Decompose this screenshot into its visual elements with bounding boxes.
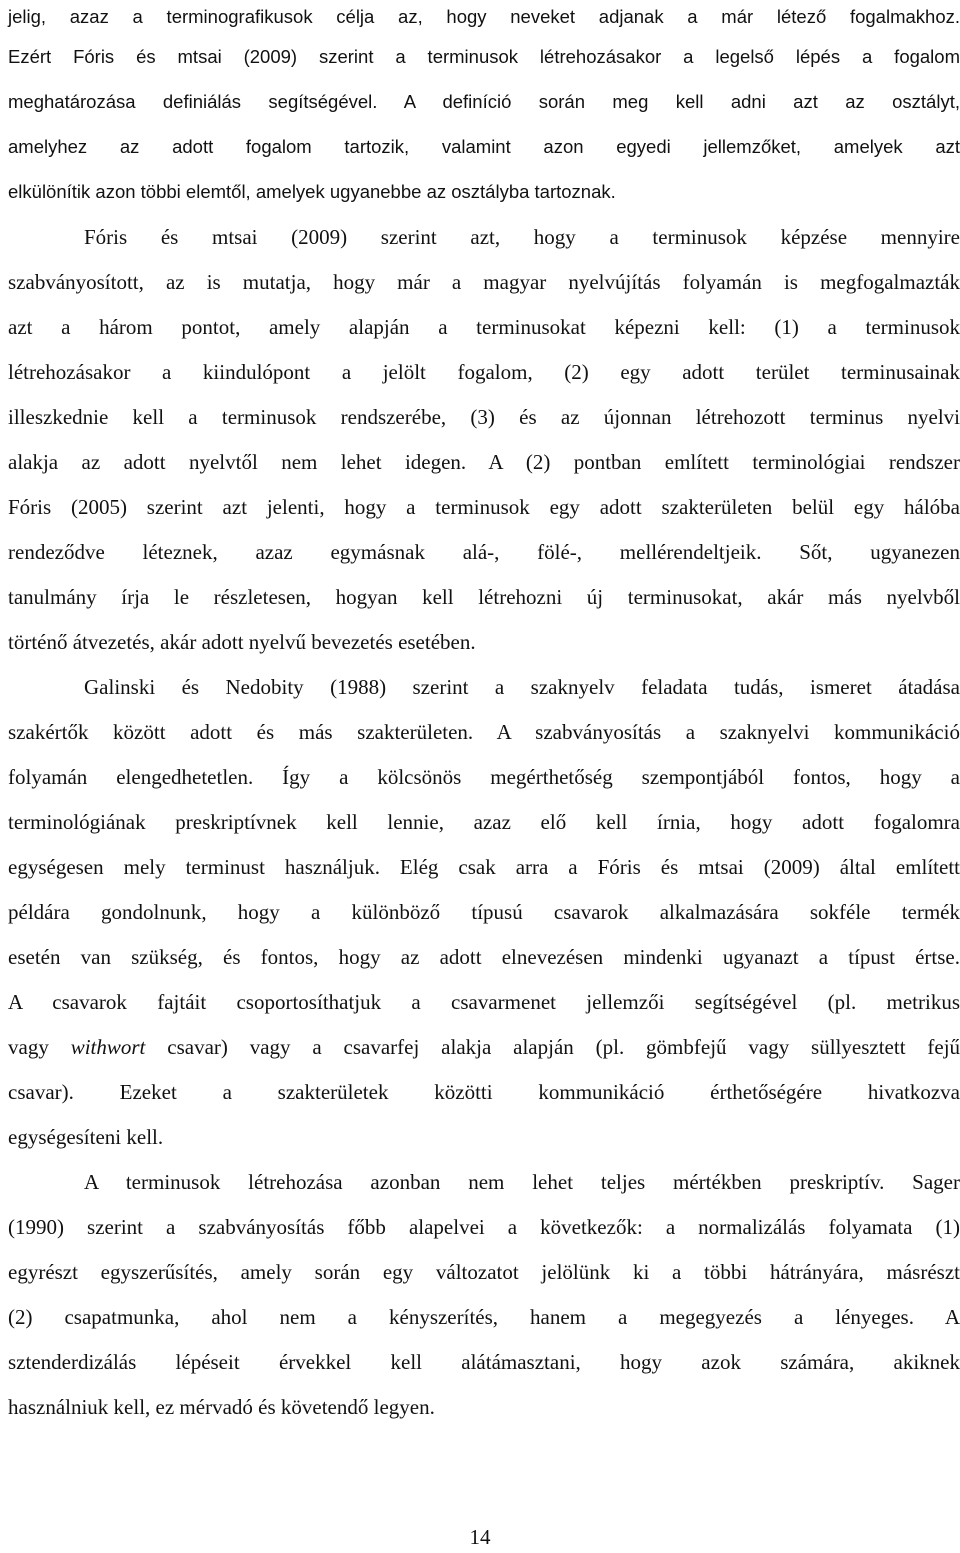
text-line: létrehozásakor a kiindulópont a jelölt fogalom, (2) egy adott terület terminusainak [8,360,960,384]
text-line: (1990) szerint a szabványosítás főbb alapelvei a következők: a normalizálás folyamata (1) [8,1215,960,1239]
text-line: tanulmány írja le részletesen, hogyan kell létrehozni új terminusokat, akár más nyelvből [8,585,960,609]
text-line: A csavarok fajtáit csoportosíthatjuk a csavarmenet jellemzői segítségével (pl. metrikus [8,990,960,1014]
text-line: szakértők között adott és más szakterületen. A szabványosítás a szaknyelvi kommunikáció [8,720,960,744]
text-line: egységesen mely terminust használjuk. Elég csak arra a Fóris és mtsai (2009) által említett [8,855,960,879]
text-line: elkülönítik azon többi elemtől, amelyek ugyanebbe az osztályba tartoznak. [8,181,616,202]
text-fragment: csavar) vagy a csavarfej alakja alapján (pl. gömbfejű vagy süllyesztett fejű [167,1035,960,1059]
text-line: A terminusok létrehozása azonban nem lehet teljes mértékben preskriptív. Sager [84,1170,960,1194]
text-line: sztenderdizálás lépéseit érvekkel kell alátámasztani, hogy azok számára, akiknek [8,1350,960,1374]
text-line: egyrészt egyszerűsítés, amely során egy változatot jelölünk ki a többi hátrányára, másrészt [8,1260,960,1284]
text-line: Galinski és Nedobity (1988) szerint a szaknyelv feladata tudás, ismeret átadása [84,675,960,699]
text-line: Ezért Fóris és mtsai (2009) szerint a terminusok létrehozásakor a legelső lépés a fogalom [8,46,960,67]
text-line: példára gondolnunk, hogy a különböző típusú csavarok alkalmazására sokféle termék [8,900,960,924]
text-line: jelig, azaz a terminografikusok célja az, hogy neveket adjanak a már létező fogalmakhoz. [8,6,960,27]
text-fragment: vagy [8,1035,49,1059]
text-line: szabványosított, az is mutatja, hogy már a magyar nyelvújítás folyamán is megfogalmazták [8,270,960,294]
text-line: azt a három pontot, amely alapján a terminusokat képezni kell: (1) a terminusok [8,315,960,339]
text-line: amelyhez az adott fogalom tartozik, valamint azon egyedi jellemzőket, amelyek azt [8,136,960,157]
text-line: terminológiának preskriptívnek kell lennie, azaz elő kell írnia, hogy adott fogalomra [8,810,960,834]
text-line: egységesíteni kell. [8,1125,164,1149]
text-line: használniuk kell, ez mérvadó és követendő legyen. [8,1395,435,1419]
text-line: esetén van szükség, és fontos, hogy az adott elnevezésen mindenki ugyanazt a típust értse. [8,945,960,969]
text-line: történő átvezetés, akár adott nyelvű bevezetés esetében. [8,630,476,654]
text-line: csavar). Ezeket a szakterületek közötti kommunikáció érthetőségére hivatkozva [8,1080,960,1104]
italic-term: withwort [70,1035,146,1059]
page-number: 14 [469,1525,491,1549]
text-line: (2) csapatmunka, ahol nem a kényszerítés, hanem a megegyezés a lényeges. A [8,1305,960,1329]
text-line: alakja az adott nyelvtől nem lehet idegen. A (2) pontban említett terminológiai rendszer [8,450,960,474]
text-line-with-italic [8,1030,960,1064]
text-line: rendeződve léteznek, azaz egymásnak alá-, fölé-, mellérendeltjeik. Sőt, ugyanezen [8,540,960,564]
text-line: meghatározása definiálás segítségével. A definíció során meg kell adni azt az osztályt, [8,91,960,112]
text-line: folyamán elengedhetetlen. Így a kölcsönös megérthetőség szempontjából fontos, hogy a [8,765,960,789]
text-line: Fóris és mtsai (2009) szerint azt, hogy a terminusok képzése mennyire [84,225,960,249]
text-line: illeszkednie kell a terminusok rendszerébe, (3) és az újonnan létrehozott terminus nyelvi [8,405,960,429]
text-line: Fóris (2005) szerint azt jelenti, hogy a terminusok egy adott szakterületen belül egy hálóba [8,495,960,519]
